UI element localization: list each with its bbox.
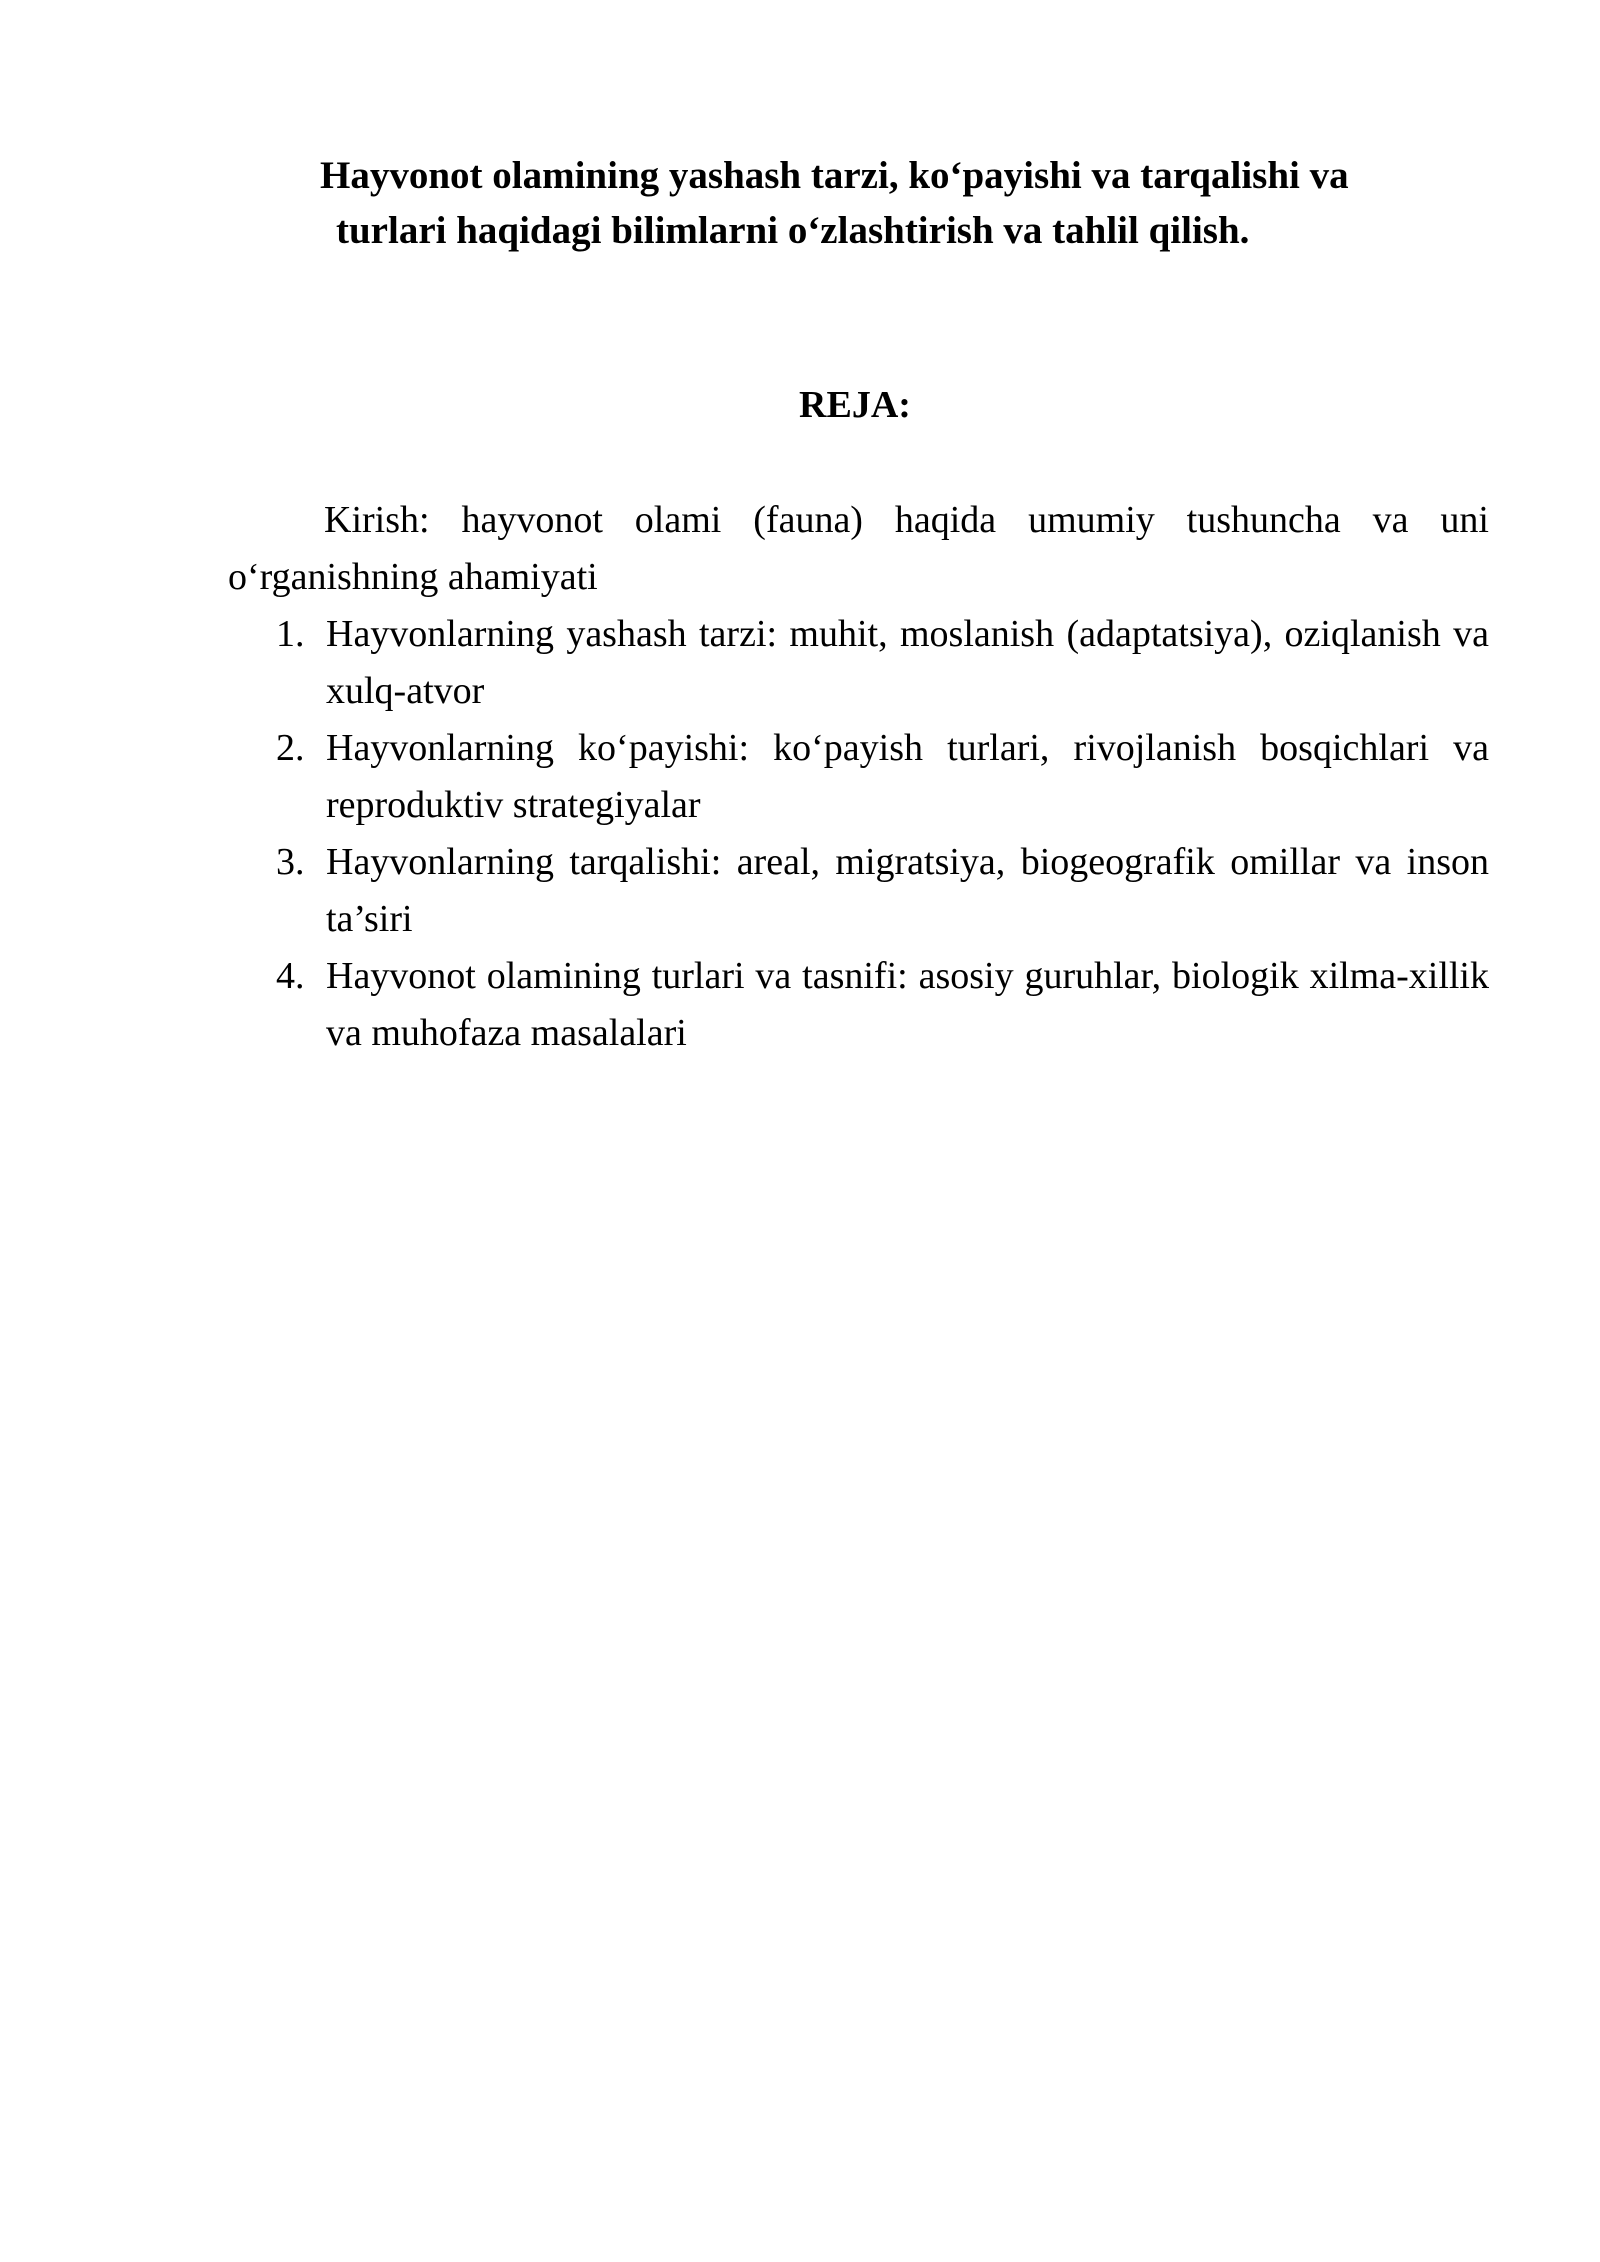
plan-item-4 <box>228 948 1489 1062</box>
plan-item-text: Hayvonlarning yashash tarzi: muhit, moslanish (adaptatsiya), oziqlanish va xulq-atvor <box>326 613 1489 712</box>
plan-content <box>228 492 1489 1062</box>
plan-item-text: Hayvonot olamining turlari va tasnifi: asosiy guruhlar, biologik xilma-xillik va muhofaza masalalari <box>326 955 1489 1054</box>
plan-item-number: 2. <box>276 727 305 769</box>
title-line-2: turlari haqidagi bilimlarni o‘zlashtirish va tahlil qilish. <box>336 209 1250 252</box>
plan-heading: REJA: <box>799 384 911 426</box>
plan-item-number: 3. <box>276 841 305 883</box>
title-line-1: Hayvonot olamining yashash tarzi, ko‘payishi va tarqalishi va <box>320 154 1349 197</box>
plan-item-text: Hayvonlarning ko‘payishi: ko‘payish turlari, rivojlanish bosqichlari va reproduktiv strategiyalar <box>326 727 1489 826</box>
plan-item-number: 4. <box>276 955 305 997</box>
plan-intro: Kirish: hayvonot olami (fauna) haqida umumiy tushuncha va uni o‘rganishning ahamiyati <box>228 499 1489 598</box>
plan-item-text: Hayvonlarning tarqalishi: areal, migratsiya, biogeografik omillar va inson ta’siri <box>326 841 1489 940</box>
plan-item-3 <box>228 834 1489 948</box>
document-title <box>320 148 1500 258</box>
plan-item-2 <box>228 720 1489 834</box>
plan-item-number: 1. <box>276 613 305 655</box>
plan-item-1 <box>228 606 1489 720</box>
plan-list <box>228 606 1489 1062</box>
